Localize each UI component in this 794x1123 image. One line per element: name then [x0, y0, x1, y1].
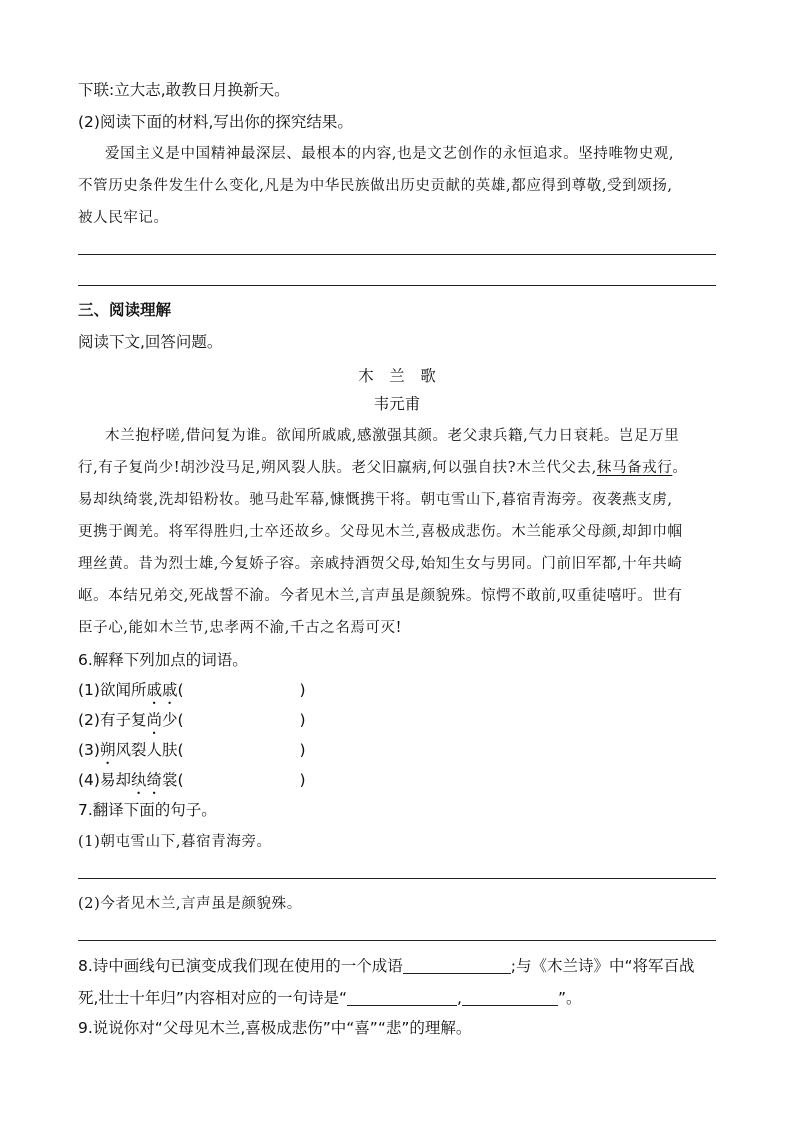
- q6-item-3: [78, 740, 718, 768]
- q6-item-3-dotted-word: 朔: [99, 741, 116, 759]
- q6-item-1-suffix: (: [177, 681, 184, 699]
- q6-item-4-dotted-word: 纨绮: [130, 771, 162, 789]
- q8-verse-blank-1[interactable]: [347, 989, 457, 1006]
- question-7-stem: 7.翻译下面的句子。: [78, 801, 217, 819]
- q8-text-end: ”。: [557, 989, 582, 1007]
- poem-author: 韦元甫: [373, 395, 421, 413]
- q6-item-2-dotted-word: 尚: [146, 711, 162, 729]
- q6-item-1: [78, 680, 718, 708]
- q7-sentence-1: (1)朝屯雪山下,暮宿青海旁。: [78, 834, 272, 850]
- q6-item-2-prefix: (2)有子复: [78, 711, 147, 729]
- q8-text-b: ;与《木兰诗》中“将军百战: [510, 957, 695, 975]
- poem-line-2: [78, 458, 687, 478]
- question-6-stem: 6.解释下列加点的词语。: [78, 651, 248, 669]
- q8-text-c: 死,壮士十年归”内容相对应的一句诗是“: [78, 989, 347, 1007]
- poem-line-4: 更携于阗羌。将军得胜归,士卒还故乡。父母见木兰,喜极成悲伤。木兰能承父母颜,却卸巾帼: [78, 524, 683, 540]
- q8-idiom-blank[interactable]: [403, 957, 511, 974]
- q7-answer-line-2[interactable]: [78, 940, 716, 941]
- q6-item-1-close: ): [299, 681, 306, 699]
- reading-instruction: 阅读下文,回答问题。: [78, 333, 223, 351]
- poem-line-3: 易却纨绮裳,洗却铅粉妆。驰马赴军幕,慷慨携干将。朝屯雪山下,暮宿青海旁。夜袭燕支虏,: [78, 492, 673, 508]
- poem-line-6: 岖。本结兄弟交,死战誓不渝。今者见木兰,言声虽是颜貌殊。惊愕不敢前,叹重徒嘻吁。世有: [78, 588, 683, 604]
- q8-text-a: 8.诗中画线句已演变成我们现在使用的一个成语: [78, 957, 403, 975]
- question-8-line-2: [78, 988, 718, 1008]
- underlined-verse: 秣马备戎行: [596, 460, 673, 476]
- q7-sentence-2: (2)今者见木兰,言声虽是颜貌殊。: [78, 896, 302, 912]
- q6-item-2: [78, 710, 718, 738]
- answer-line-2[interactable]: [78, 285, 716, 286]
- q6-item-3-prefix: (3): [78, 741, 100, 759]
- poem-title: 木 兰 歌: [358, 367, 436, 385]
- q6-item-2-close: ): [299, 711, 306, 729]
- poem-line-1: 木兰抱杼嗟,借问复为谁。欲闻所戚戚,感激强其颜。老父隶兵籍,气力日衰耗。岂足万里: [105, 428, 680, 444]
- q7-answer-line-1[interactable]: [78, 878, 716, 879]
- q8-verse-blank-2[interactable]: [462, 989, 558, 1006]
- question-2-prompt: (2)阅读下面的材料,写出你的探究结果。: [78, 113, 353, 131]
- poem-line-2-end: 。: [672, 460, 688, 476]
- poem-line-2-text: 行,有子复尚少!胡沙没马足,朔风裂人肤。老父旧羸病,何以强自扶?木兰代父去,: [78, 460, 597, 476]
- poem-line-5: 理丝黄。昔为烈士雄,今复娇子容。亲戚持酒贺父母,始知生女与男同。门前旧军都,十年共崎: [78, 556, 683, 572]
- material-line-3: 被人民牢记。: [78, 210, 169, 226]
- q6-item-4-suffix: 裳(: [161, 771, 184, 789]
- q6-item-1-prefix: (1)欲闻所: [78, 681, 147, 699]
- q8-comma: ,: [457, 989, 462, 1007]
- q6-item-4: [78, 770, 718, 798]
- q6-item-4-prefix: (4)易却: [78, 771, 131, 789]
- q6-item-4-close: ): [299, 771, 306, 789]
- answer-line-1[interactable]: [78, 254, 716, 255]
- q6-item-3-close: ): [299, 741, 306, 759]
- poem-line-7: 臣子心,能如木兰节,忠孝两不渝,千古之名焉可灭!: [78, 620, 403, 636]
- couplet-line: 下联:立大志,敢教日月换新天。: [78, 81, 290, 99]
- question-8-line-1: [78, 956, 718, 976]
- material-line-2: 不管历史条件发生什么变化,凡是为中华民族做出历史贡献的英雄,都应得到尊敬,受到颂扬,: [78, 178, 673, 194]
- q6-item-3-suffix: 风裂人肤(: [115, 741, 184, 759]
- question-9-stem: 9.说说你对“父母见木兰,喜极成悲伤”中“喜”“悲”的理解。: [78, 1019, 472, 1037]
- section-3-heading: 三、阅读理解: [78, 301, 172, 319]
- q6-item-2-suffix: 少(: [161, 711, 184, 729]
- q6-item-1-dotted-word: 戚戚: [146, 681, 178, 699]
- material-line-1: 爱国主义是中国精神最深层、最根本的内容,也是文艺创作的永恒追求。坚持唯物史观,: [105, 146, 675, 162]
